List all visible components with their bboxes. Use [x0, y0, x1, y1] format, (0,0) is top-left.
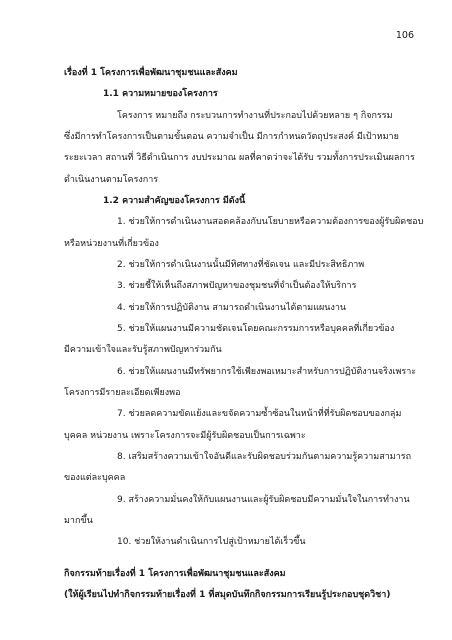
paragraph-line: โครงการ หมายถึง กระบวนการทำงานที่ประกอบไปด้วยหลาย ๆ กิจกรรม: [117, 111, 393, 121]
list-item-continuation: โครงการมีรายละเอียดเพียงพอ: [64, 388, 181, 398]
paragraph-line: ดำเนินงานตามโครงการ: [64, 175, 159, 185]
list-item: 4. ช่วยให้การปฏิบัติงาน สามารถดำเนินงานได้ตามแผนงาน: [117, 303, 347, 313]
activity-heading: กิจกรรมท้ายเรื่องที่ 1 โครงการเพื่อพัฒนาชุมชนและสังคม: [64, 569, 286, 579]
list-item-continuation: ของแต่ละบุคคล: [64, 473, 126, 483]
list-item: 5. ช่วยให้แผนงานมีความชัดเจนโดยคณะกรรมการหรือบุคคลที่เกี่ยวข้อง: [117, 324, 395, 334]
list-item-continuation: มากขึ้น: [64, 516, 93, 526]
paragraph-line: ซึ่งมีการทำโครงการเป็นตามขั้นตอน ความจำเป็น มีการกำหนดวัตถุประสงค์ มีเป้าหมาย: [64, 132, 399, 142]
list-item-continuation: หรือหน่วยงานที่เกี่ยวข้อง: [64, 239, 159, 249]
list-item: 7. ช่วยลดความขัดแย้งและขจัดความซ้ำซ้อนในหน้าที่ที่รับผิดชอบของกลุ่ม: [117, 409, 402, 419]
subheading-importance: 1.2 ความสำคัญของโครงการ มีดังนี้: [103, 196, 246, 206]
paragraph-line: ระยะเวลา สถานที่ วิธีดำเนินการ งบประมาณ ผลที่คาดว่าจะได้รับ รวมทั้งการประเมินผลการ: [64, 153, 415, 163]
heading-topic-1: เรื่องที่ 1 โครงการเพื่อพัฒนาชุมชนและสังคม: [64, 68, 238, 78]
list-item-continuation: บุคคล หน่วยงาน เพราะโครงการจะมีผู้รับผิดชอบเป็นการเฉพาะ: [64, 431, 306, 441]
list-item-continuation: มีความเข้าใจและรับรู้สภาพปัญหาร่วมกัน: [64, 345, 222, 355]
list-item: 2. ช่วยให้การดำเนินงานนั้นมีทิศทางที่ชัดเจน และมีประสิทธิภาพ: [117, 260, 365, 270]
list-item: 10. ช่วยให้งานดำเนินการไปสู่เป้าหมายได้เร็วขึ้น: [117, 537, 306, 547]
list-item: 3. ช่วยชี้ให้เห็นถึงสภาพปัญหาของชุมชนที่จำเป็นต้องให้บริการ: [117, 281, 357, 291]
activity-instruction: (ให้ผู้เรียนไปทำกิจกรรมท้ายเรื่องที่ 1 ที่สมุดบันทึกกิจกรรมการเรียนรู้ประกอบชุดวิชา): [64, 590, 391, 600]
list-item: 9. สร้างความมั่นคงให้กับแผนงานและผู้รับผิดชอบมีความมั่นใจในการทำงาน: [117, 495, 410, 505]
subheading-meaning: 1.1 ความหมายของโครงการ: [103, 89, 218, 99]
list-item: 6. ช่วยให้แผนงานมีทรัพยากรใช้เพียงพอเหมาะสำหรับการปฏิบัติงานจริงเพราะ: [117, 367, 417, 377]
page-number: 106: [395, 30, 414, 41]
list-item: 8. เสริมสร้างความเข้าใจอันดีและรับผิดชอบร่วมกันตามความรู้ความสามารถ: [117, 452, 412, 462]
list-item: 1. ช่วยให้การดำเนินงานสอดคล้องกับนโยบายหรือความต้องการของผู้รับผิดชอบ: [117, 217, 424, 227]
